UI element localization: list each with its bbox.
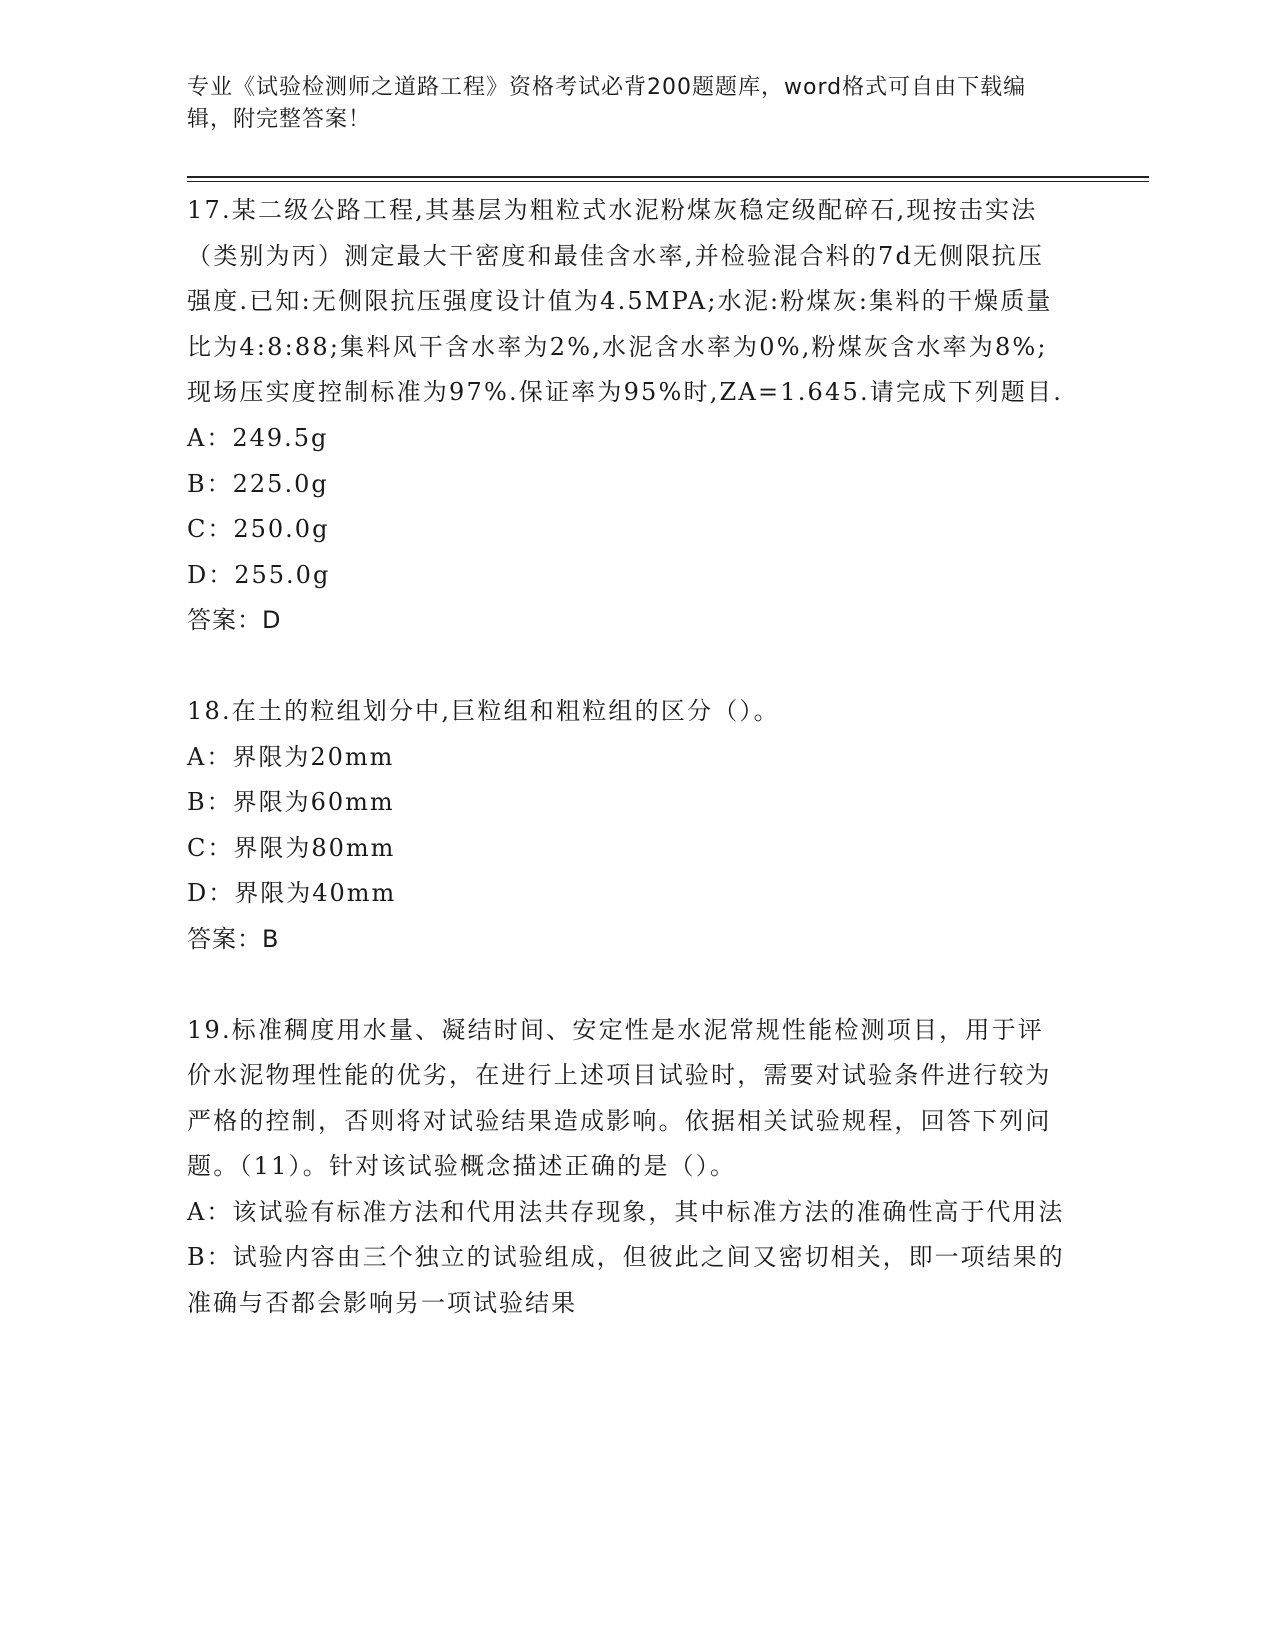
- option-d: D：255.0g: [187, 560, 331, 589]
- question-text: 18.在土的粒组划分中,巨粒组和粗粒组的区分（）。: [187, 696, 780, 725]
- option-a: A：该试验有标准方法和代用法共存现象，其中标准方法的准确性高于代用法: [187, 1197, 1065, 1226]
- spacer: [187, 963, 1067, 1008]
- document-header: 专业《试验检测师之道路工程》资格考试必背200题题库，word格式可自由下载编辑，附完整答案！: [187, 75, 1027, 132]
- question-list: [187, 188, 1067, 1327]
- option-b: B：界限为60mm: [187, 788, 395, 817]
- option-b: B：试验内容由三个独立的试验组成，但彼此之间又密切相关，即一项结果的准确与否都会影响另一项试验结果: [187, 1243, 1065, 1318]
- header-divider-thin: [187, 181, 1149, 182]
- option-c: C：界限为80mm: [187, 833, 396, 862]
- answer: 答案：D: [187, 606, 282, 635]
- question-text: 19.标准稠度用水量、凝结时间、安定性是水泥常规性能检测项目，用于评价水泥物理性能的优劣，在进行上述项目试验时，需要对试验条件进行较为严格的控制，否则将对试验结果造成影响。依据相关试验规程，回答下列问题。（11）。针对该试验概念描述正确的是（）。: [187, 1015, 1052, 1181]
- question-text: 17.某二级公路工程,其基层为粗粒式水泥粉煤灰稳定级配碎石,现按击实法（类别为丙）测定最大干密度和最佳含水率,并检验混合料的7d无侧限抗压强度.已知:无侧限抗压强度设计值为4.5MPA;水泥:粉煤灰:集料的干燥质量比为4:8:88;集料风干含水率为2%,水泥含水率为0%,粉煤灰含水率为8%;现场压实度控制标准为97%.保证率为95%时,ZA=1.645.请完成下列题目.: [187, 196, 1064, 407]
- header-divider: [187, 176, 1149, 178]
- question-18: [187, 689, 1067, 963]
- option-d: D：界限为40mm: [187, 879, 397, 908]
- option-a: A：界限为20mm: [187, 742, 395, 771]
- question-17: [187, 188, 1067, 644]
- question-19: [187, 1008, 1067, 1327]
- spacer: [187, 644, 1067, 689]
- option-b: B：225.0g: [187, 469, 329, 498]
- answer: 答案：B: [187, 924, 280, 953]
- option-c: C：250.0g: [187, 515, 330, 544]
- option-a: A：249.5g: [187, 423, 329, 452]
